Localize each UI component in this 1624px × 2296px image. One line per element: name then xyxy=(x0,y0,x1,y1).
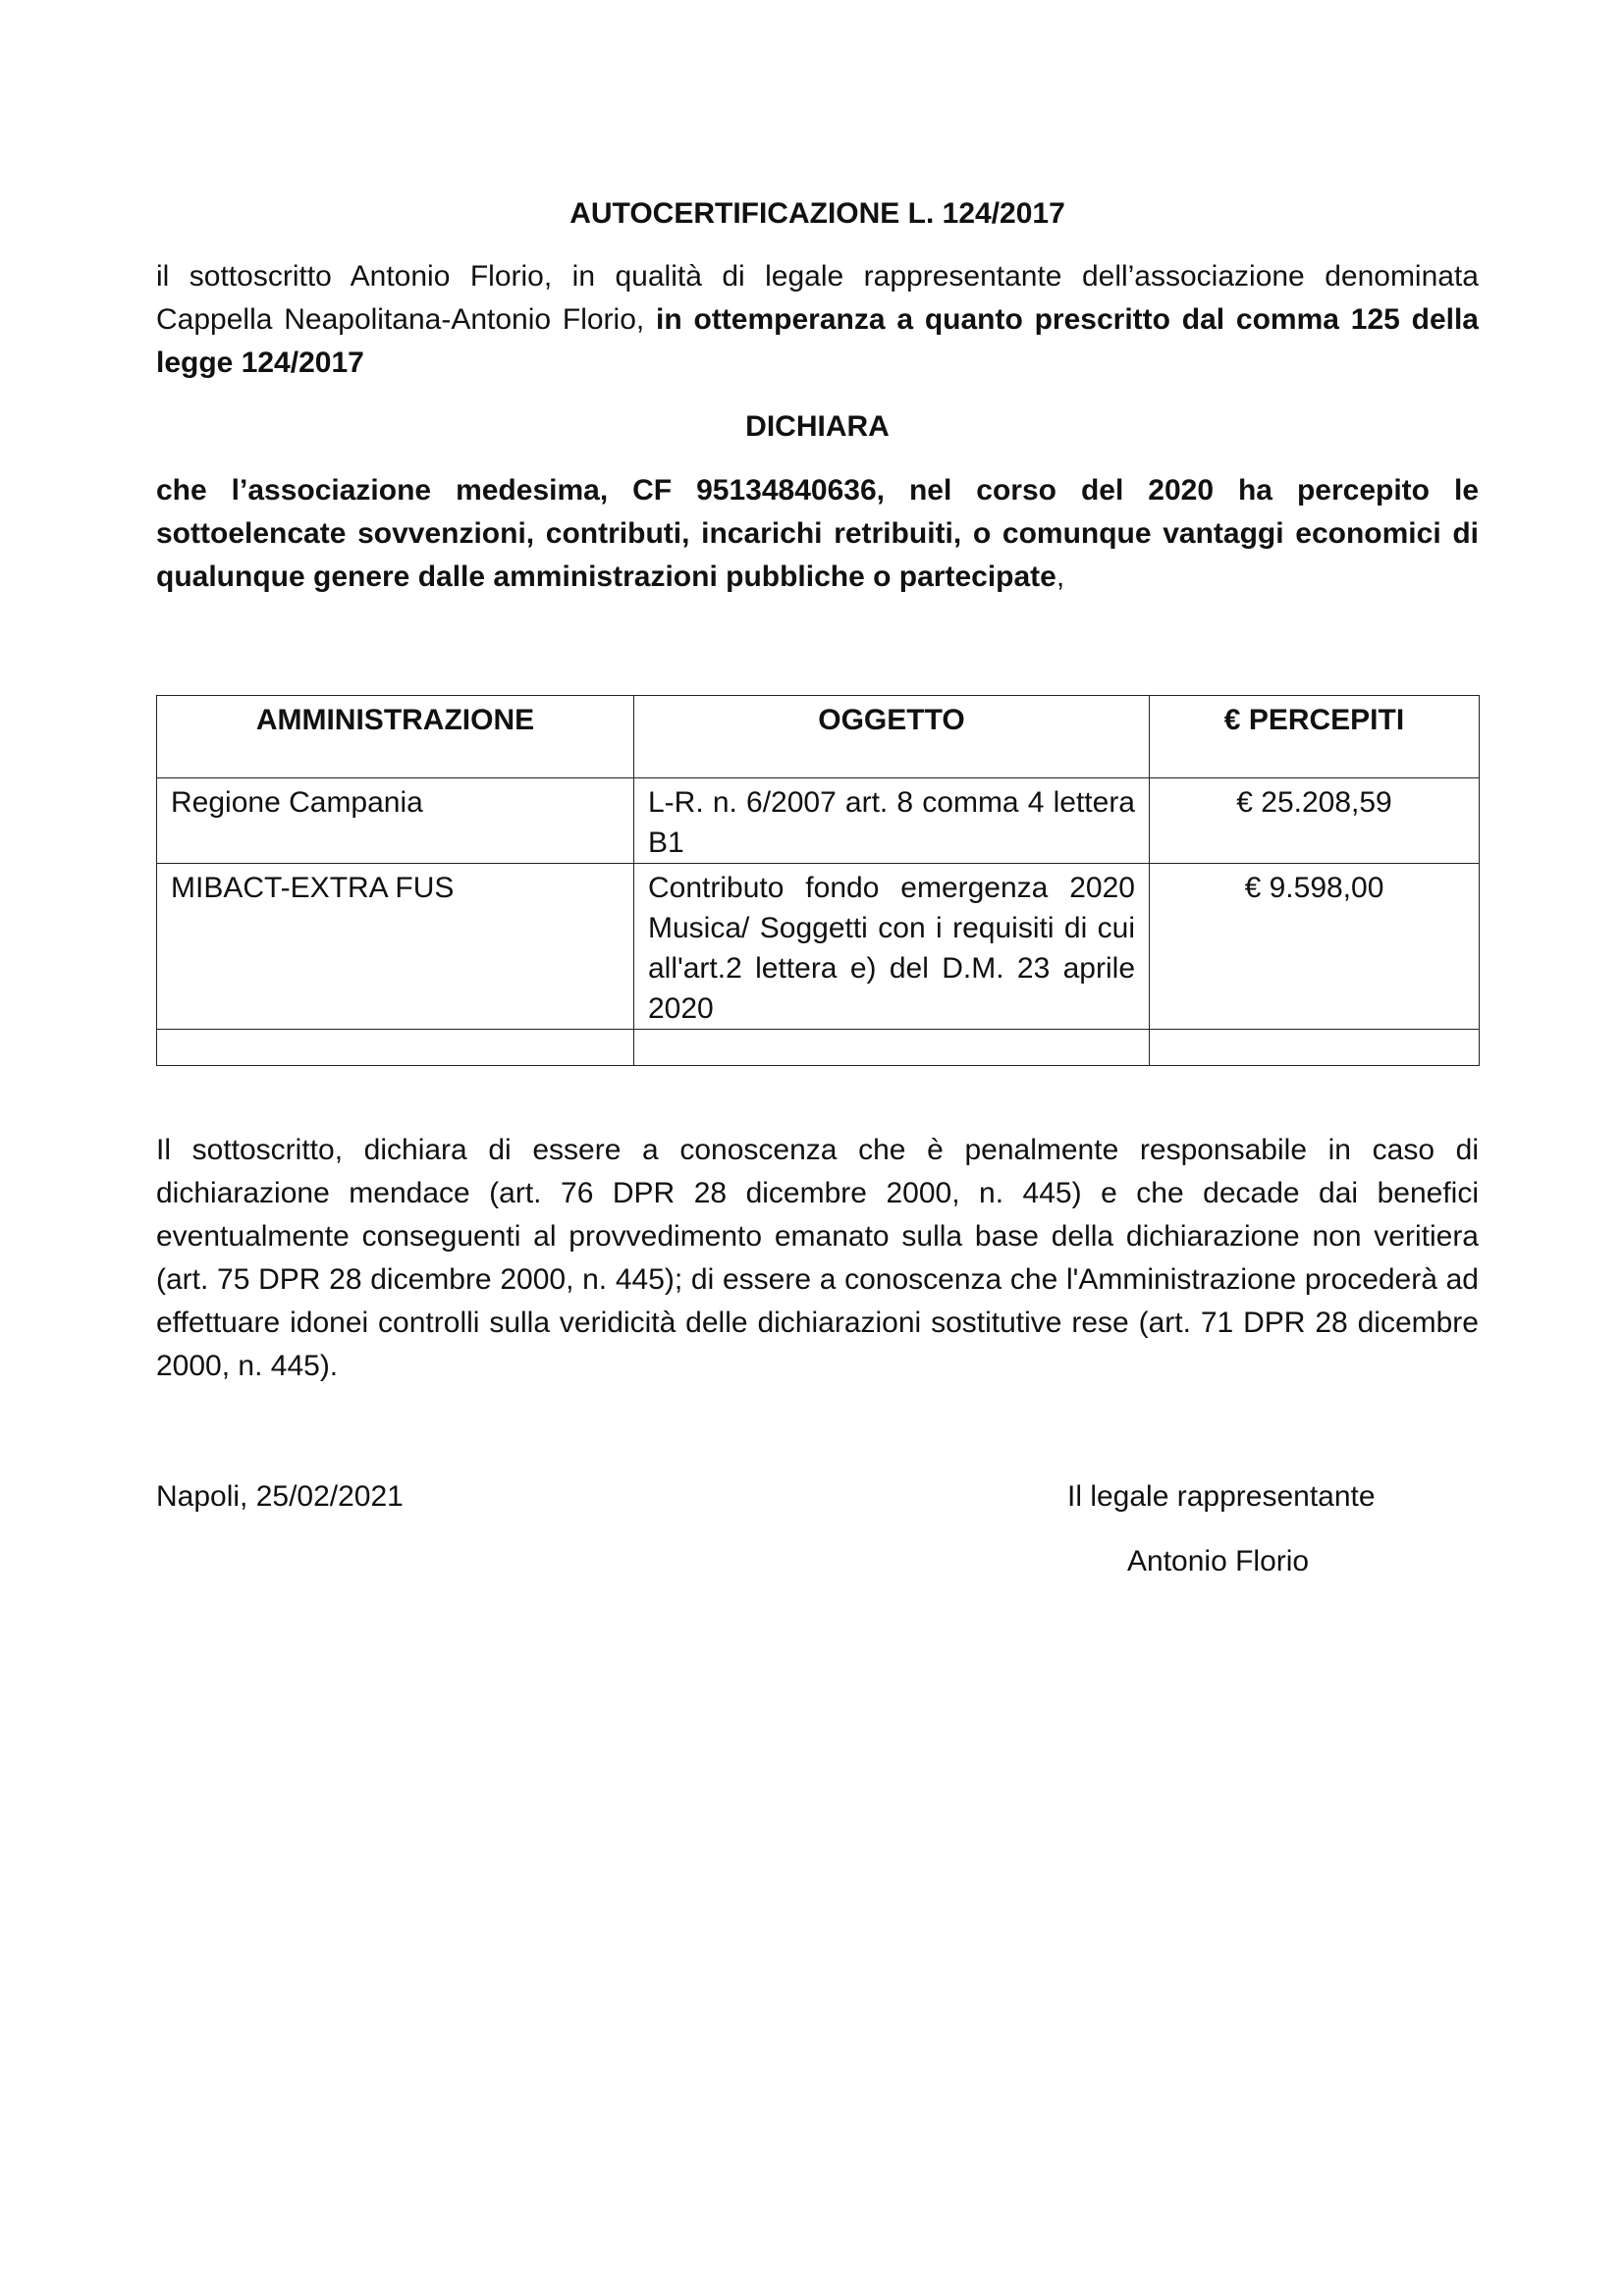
cell-oggetto: Contributo fondo emergenza 2020 Musica/ Soggetti con i requisiti di cui all'art.2 lettera e) del D.M. 23 aprile 2020 xyxy=(634,864,1150,1030)
cell-amministrazione: Regione Campania xyxy=(157,778,634,864)
statement-punctuation: , xyxy=(1056,561,1065,593)
signer-name: Antonio Florio xyxy=(1127,1545,1310,1577)
cell-amministrazione: MIBACT-EXTRA FUS xyxy=(157,864,634,1030)
table-row-empty xyxy=(157,1030,1480,1066)
cell-oggetto: L-R. n. 6/2007 art. 8 comma 4 lettera B1 xyxy=(634,778,1150,864)
cell-importo: € 25.208,59 xyxy=(1150,778,1480,864)
intro-legal-reference: in ottemperanza a quanto prescritto dal comma 125 della legge 124/2017 xyxy=(156,303,1479,379)
statement-paragraph xyxy=(156,469,1479,599)
header-percepiti: € PERCEPITI xyxy=(1150,696,1480,778)
table-header-row xyxy=(157,696,1480,778)
document-body xyxy=(156,192,1479,599)
cell-empty xyxy=(1150,1030,1480,1066)
document-title: AUTOCERTIFICAZIONE L. 124/2017 xyxy=(569,197,1065,230)
statement-text: che l’associazione medesima, CF 95134840636, nel corso del 2020 ha percepito le sottoelencate sovvenzioni, contributi, incarichi retribuiti, o comunque vantaggi economici di qualunque genere dalle amministrazioni pubbliche o partecipate xyxy=(156,474,1479,593)
declaration-paragraph: Il sottoscritto, dichiara di essere a conoscenza che è penalmente responsabile in caso di dichiarazione mendace (art. 76 DPR 28 dicembre 2000, n. 445) e che decade dai benefici eventualmente conseguenti al provvedimento emanato sulla base della dichiarazione non veritiera (art. 75 DPR 28 dicembre 2000, n. 445); di essere a conoscenza che l'Amministrazione procederà ad effettuare idonei controlli sulla veridicità delle dichiarazioni sostitutive rese (art. 71 DPR 28 dicembre 2000, n. 445). xyxy=(156,1134,1479,1382)
header-amministrazione: AMMINISTRAZIONE xyxy=(157,696,634,778)
cell-importo: € 9.598,00 xyxy=(1150,864,1480,1030)
cell-empty xyxy=(157,1030,634,1066)
dichiara-heading: DICHIARA xyxy=(745,410,890,443)
intro-paragraph xyxy=(156,255,1479,385)
intro-text: il sottoscritto Antonio Florio, in qualità di legale rappresentante dell’associazione denominata Cappella Neapolitana-Antonio Florio, xyxy=(156,260,1479,336)
table-row xyxy=(157,864,1480,1030)
grants-table xyxy=(156,695,1480,1066)
header-oggetto: OGGETTO xyxy=(634,696,1150,778)
table-row xyxy=(157,778,1480,864)
cell-empty xyxy=(634,1030,1150,1066)
signer-role: Il legale rappresentante xyxy=(1067,1480,1376,1513)
place-date: Napoli, 25/02/2021 xyxy=(156,1480,404,1513)
